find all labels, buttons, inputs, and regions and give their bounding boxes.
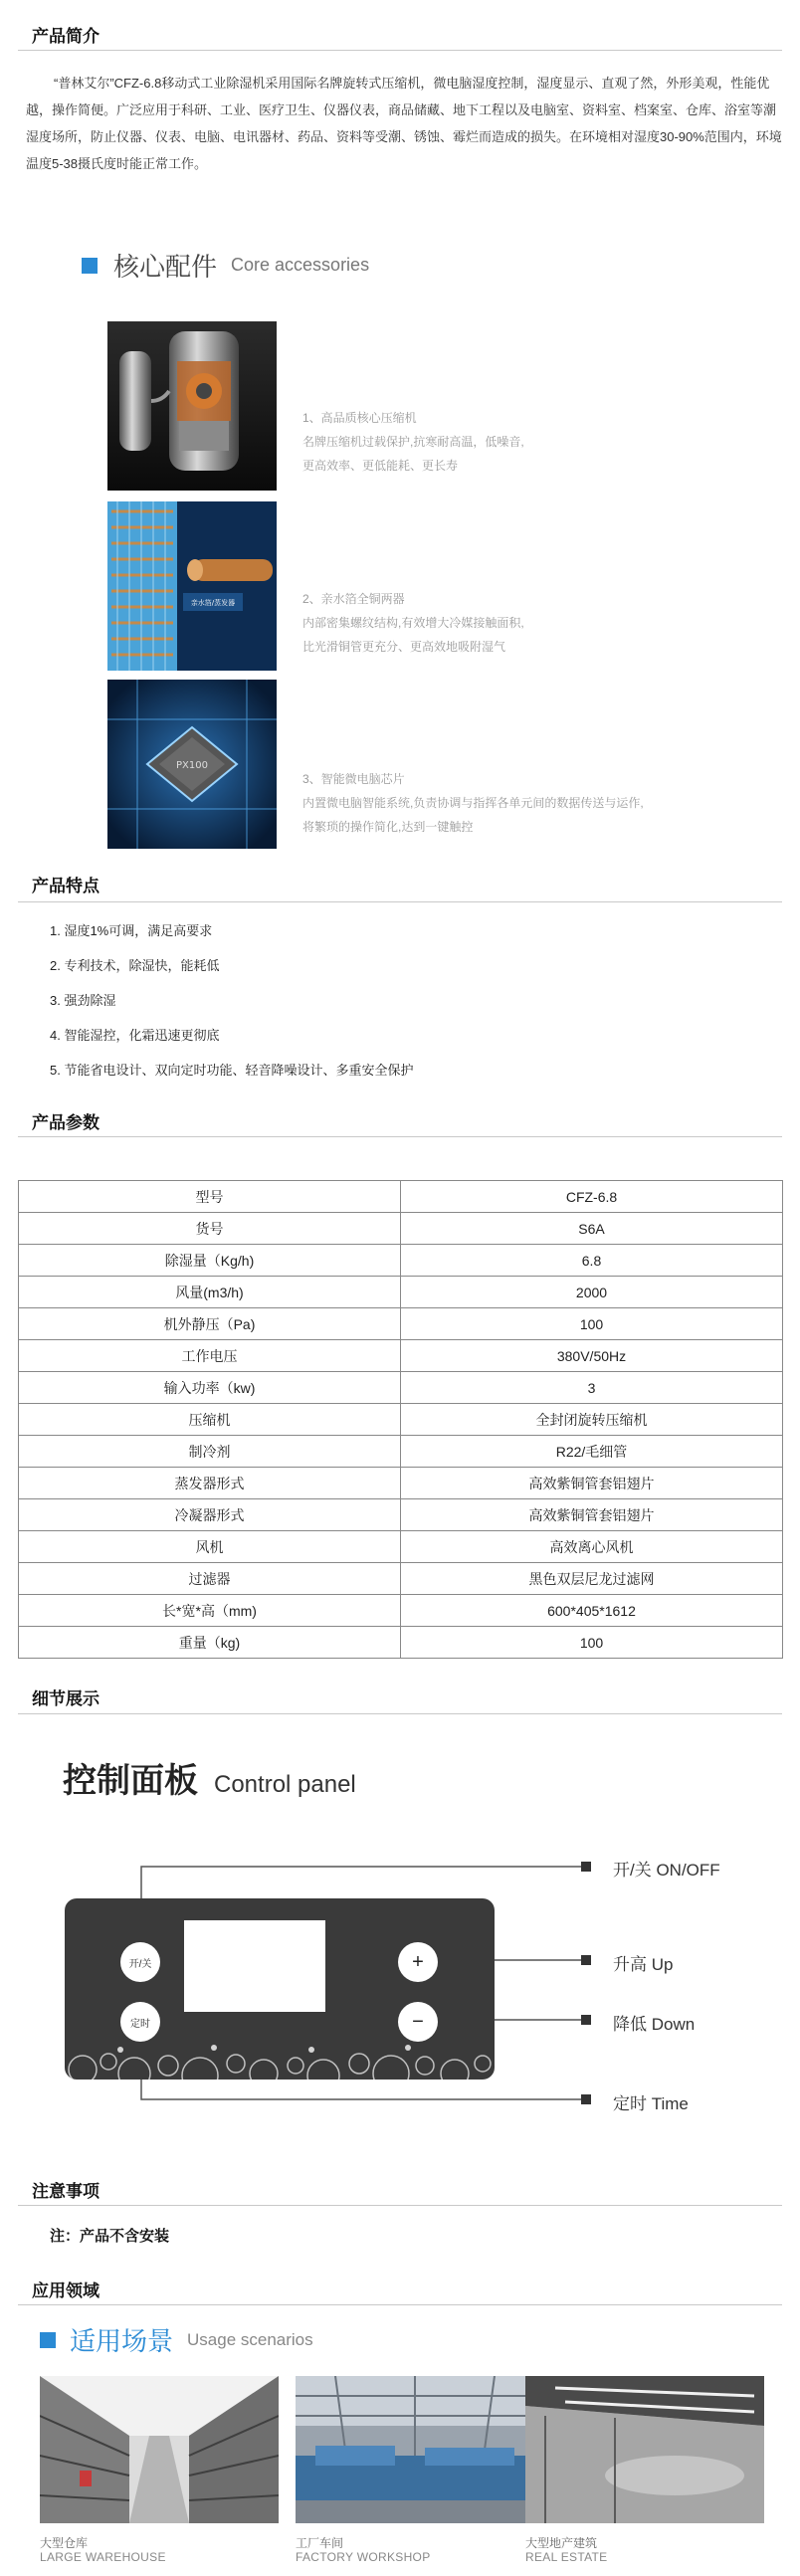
core-title-en: Core accessories xyxy=(231,255,370,275)
divider xyxy=(18,1713,782,1714)
callout-marker xyxy=(581,1955,591,1965)
control-panel-heading xyxy=(63,1753,356,1802)
down-button[interactable]: − xyxy=(398,2002,438,2042)
panel-title-en: Control panel xyxy=(214,1771,356,1798)
copper-tube-condenser-image xyxy=(107,501,277,671)
param-value: 100 xyxy=(401,1627,783,1659)
features-title: 产品特点 xyxy=(32,877,100,895)
display-screen xyxy=(184,1920,325,2012)
usage-title-cn: 适用场景 xyxy=(70,2326,174,2356)
table-row xyxy=(19,1277,783,1308)
feature-item: 4. 智能湿控，化霜迅速更彻底 xyxy=(50,1028,220,1043)
param-value: 3 xyxy=(401,1372,783,1404)
feature-item: 1. 湿度1%可调，满足高要求 xyxy=(50,923,213,938)
table-row xyxy=(19,1627,783,1659)
table-row xyxy=(19,1499,783,1531)
core-title-cn: 核心配件 xyxy=(113,252,218,282)
notes-text: 注：产品不含安装 xyxy=(50,2228,170,2245)
scene-label-en: REAL ESTATE xyxy=(525,2550,608,2564)
compressor-image xyxy=(107,321,277,491)
callout-timer: 定时 Time xyxy=(613,2094,689,2113)
table-row xyxy=(19,1468,783,1499)
divider xyxy=(18,1136,782,1137)
table-row xyxy=(19,1531,783,1563)
chip-label: 亲水箔/蒸发器 xyxy=(190,599,236,607)
param-value: 高效紫铜管套铝翅片 xyxy=(401,1468,783,1499)
param-value: 6.8 xyxy=(401,1245,783,1277)
param-label: 长*宽*高（mm) xyxy=(19,1595,401,1627)
real-estate-image xyxy=(525,2376,764,2523)
scene-label-cn: 大型地产建筑 xyxy=(525,2536,598,2550)
table-row xyxy=(19,1245,783,1277)
param-label: 货号 xyxy=(19,1213,401,1245)
factory-image xyxy=(296,2376,534,2523)
param-label: 重量（kg) xyxy=(19,1627,401,1659)
param-label: 压缩机 xyxy=(19,1404,401,1436)
intro-text: “普林艾尔”CFZ-6.8移动式工业除湿机采用国际名牌旋转式压缩机，微电脑湿度控制，湿度显示、直观了然，外形美观，性能优越，操作简便。广泛应用于科研、工业、医疗卫生、仪器仪表，商品储藏、地下工程以及电脑室、资料室、档案室、仓库、浴室等潮湿度场所，防止仪器、仪表、电脑、电讯器材、药品、资料等受潮、锈蚀、霉烂而造成的损失。在环境相对湿度30-90%范围内，环境温度5-38摄氏度时能正常工作。 xyxy=(26,76,782,171)
param-label: 输入功率（kw) xyxy=(19,1372,401,1404)
square-icon xyxy=(82,258,98,274)
callout-marker xyxy=(581,1862,591,1872)
intro-title: 产品简介 xyxy=(32,27,100,46)
table-row xyxy=(19,1308,783,1340)
usage-heading xyxy=(40,2321,313,2358)
usage-title: 应用领域 xyxy=(32,2281,100,2300)
param-label: 冷凝器形式 xyxy=(19,1499,401,1531)
divider xyxy=(18,2205,782,2206)
params-table xyxy=(18,1180,783,1659)
feature-item: 2. 专利技术，除湿快，能耗低 xyxy=(50,958,220,973)
param-value: 高效离心风机 xyxy=(401,1531,783,1563)
callout-up: 升高 Up xyxy=(613,1955,674,1974)
onoff-button[interactable]: 开/关 xyxy=(120,1942,160,1982)
param-value: 黑色双层尼龙过滤网 xyxy=(401,1563,783,1595)
param-value: R22/毛细管 xyxy=(401,1436,783,1468)
details-title: 细节展示 xyxy=(32,1689,100,1708)
table-row xyxy=(19,1340,783,1372)
divider xyxy=(18,50,782,51)
core-desc-2: 2、亲水箔全铜两器 内部密集螺纹结构,有效增大冷媒接触面积, 比光滑铜管更充分、更高效地吸附湿气 xyxy=(302,592,524,654)
panel-title-cn: 控制面板 xyxy=(63,1762,198,1800)
param-value: 100 xyxy=(401,1308,783,1340)
chip-text: PX100 xyxy=(176,760,208,771)
core-heading xyxy=(82,247,369,284)
param-label: 风量(m3/h) xyxy=(19,1277,401,1308)
table-row xyxy=(19,1595,783,1627)
scene-label-en: LARGE WAREHOUSE xyxy=(40,2550,166,2564)
param-label: 机外静压（Pa) xyxy=(19,1308,401,1340)
control-panel-image xyxy=(65,1898,495,2080)
table-row xyxy=(19,1404,783,1436)
param-value: 2000 xyxy=(401,1277,783,1308)
param-value: 全封闭旋转压缩机 xyxy=(401,1404,783,1436)
param-label: 型号 xyxy=(19,1181,401,1213)
feature-item: 5. 节能省电设计、双向定时功能、轻音降噪设计、多重安全保护 xyxy=(50,1063,414,1078)
chip-image xyxy=(107,680,277,849)
param-value: 600*405*1612 xyxy=(401,1595,783,1627)
divider xyxy=(18,901,782,902)
table-row xyxy=(19,1213,783,1245)
callout-marker xyxy=(581,2094,591,2104)
params-title: 产品参数 xyxy=(32,1113,100,1132)
up-button[interactable]: + xyxy=(398,1942,438,1982)
callout-onoff: 开/关 ON/OFF xyxy=(613,1861,720,1880)
core-desc-1: 1、高品质核心压缩机 名牌压缩机过载保护,抗寒耐高温，低噪音, 更高效率、更低能耗、更长寿 xyxy=(302,411,524,473)
core-desc-3: 3、智能微电脑芯片 内置微电脑智能系统,负责协调与指挥各单元间的数据传送与运作, 将繁琐的操作简化,达到一键触控 xyxy=(302,772,644,834)
param-value: CFZ-6.8 xyxy=(401,1181,783,1213)
param-label: 过滤器 xyxy=(19,1563,401,1595)
param-value: 380V/50Hz xyxy=(401,1340,783,1372)
param-label: 蒸发器形式 xyxy=(19,1468,401,1499)
scene-label-cn: 大型仓库 xyxy=(40,2536,89,2550)
param-label: 除湿量（Kg/h) xyxy=(19,1245,401,1277)
timer-button[interactable]: 定时 xyxy=(120,2002,160,2042)
param-label: 工作电压 xyxy=(19,1340,401,1372)
table-row xyxy=(19,1436,783,1468)
callout-marker xyxy=(581,2015,591,2025)
notes-title: 注意事项 xyxy=(32,2182,100,2201)
param-value: 高效紫铜管套铝翅片 xyxy=(401,1499,783,1531)
divider xyxy=(18,2304,782,2305)
scene-label-cn: 工厂车间 xyxy=(296,2536,344,2550)
usage-title-en: Usage scenarios xyxy=(187,2329,313,2349)
table-row xyxy=(19,1563,783,1595)
square-icon xyxy=(40,2332,56,2348)
feature-item: 3. 强劲除湿 xyxy=(50,993,116,1008)
table-row xyxy=(19,1181,783,1213)
callout-down: 降低 Down xyxy=(613,2015,696,2034)
param-label: 风机 xyxy=(19,1531,401,1563)
param-label: 制冷剂 xyxy=(19,1436,401,1468)
warehouse-image xyxy=(40,2376,279,2523)
table-row xyxy=(19,1372,783,1404)
param-value: S6A xyxy=(401,1213,783,1245)
scene-label-en: FACTORY WORKSHOP xyxy=(296,2550,431,2564)
